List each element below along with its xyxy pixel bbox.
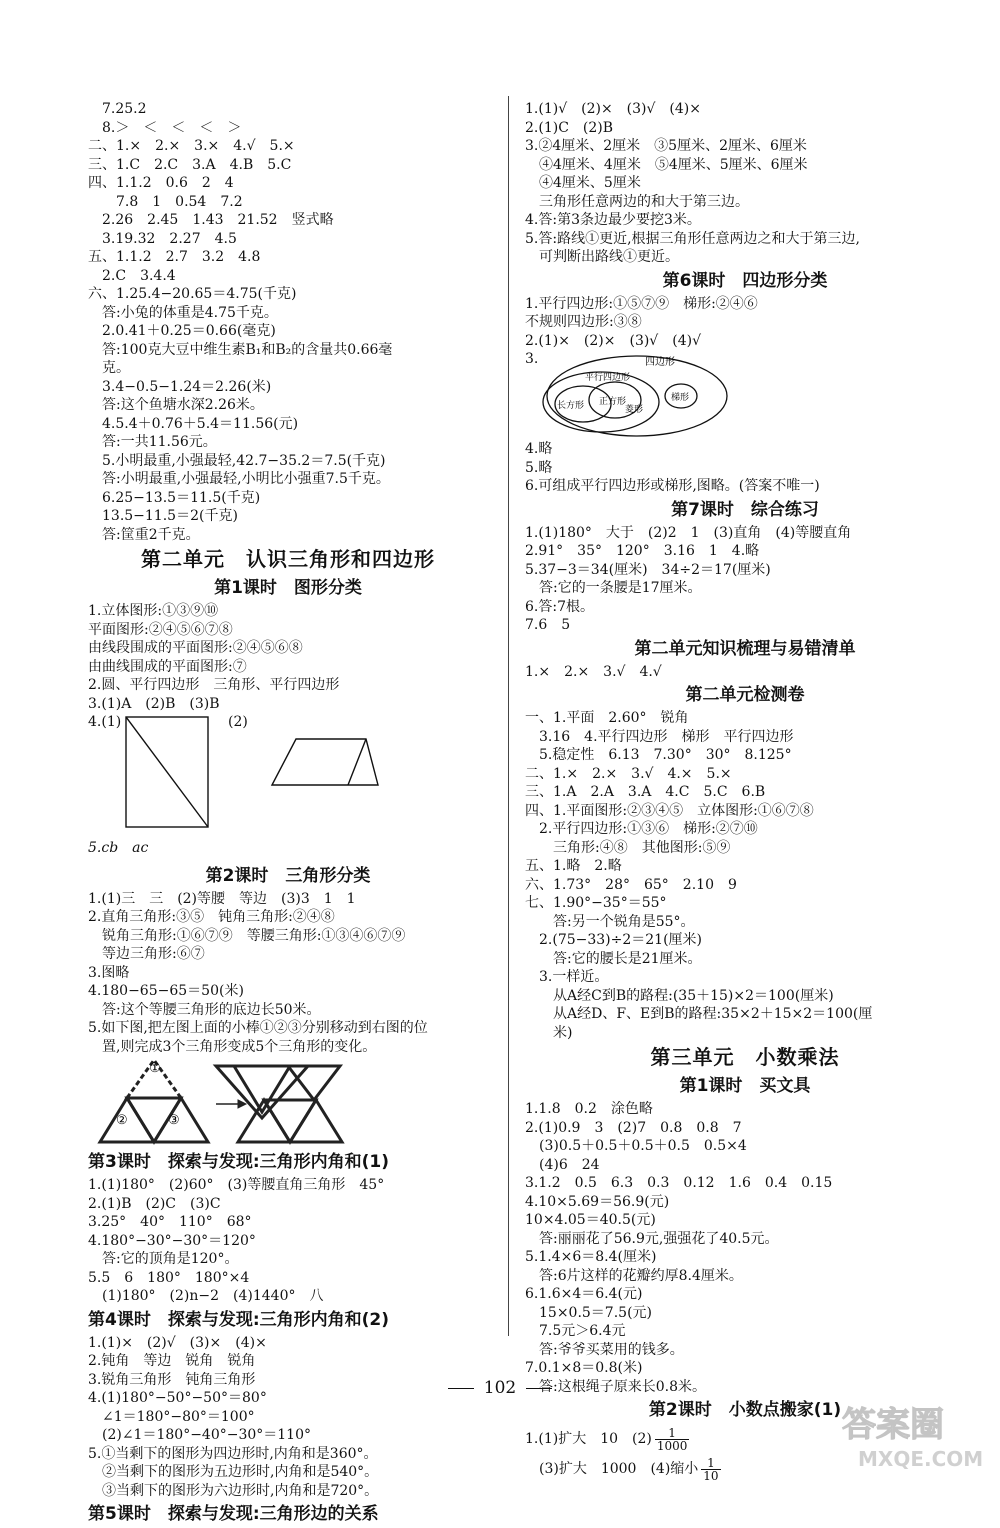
q4-label: 4.(1): [88, 714, 122, 730]
answer-line: 3.1.2 0.5 6.3 0.3 0.12 1.6 0.4 0.15: [525, 1175, 833, 1191]
answer-line: 2.0.41＋0.25＝0.66(毫克): [102, 323, 276, 339]
unit2-test-answers: [525, 709, 965, 1042]
stick-label-1: ①: [149, 1061, 161, 1076]
lesson1-answers: [88, 602, 488, 713]
answer-line: 五、1.1.2 2.7 3.2 4.8: [88, 249, 261, 265]
unit1-answers-continued: [88, 100, 488, 544]
venn-label-square: 正方形: [599, 397, 627, 407]
answer-line: 2.26 2.45 1.43 21.52 竖式略: [102, 212, 334, 228]
answer-line: 答:一共11.56元。: [102, 434, 217, 450]
square-with-diagonal: [126, 717, 208, 827]
lesson7-title: 第7课时 综合练习: [671, 499, 819, 520]
answer-line: 7.8 1 0.54 7.2: [116, 193, 243, 210]
answer-line: 3.16 4.平行四边形 梯形 平行四边形: [539, 728, 794, 745]
answer-line: 从A经D、F、E到B的路程:35×2＋15×2＝100(厘: [553, 1006, 873, 1022]
answer-line: 答:小兔的体重是4.75千克。: [102, 304, 278, 321]
answer-line: 二、1.× 2.× 3.× 4.√ 5.×: [88, 138, 295, 154]
lesson6-answers-2: [525, 440, 965, 496]
answer-line: 答:这个鱼塘水深2.26米。: [102, 397, 264, 413]
page-dash-left: [448, 1388, 474, 1389]
venn-label-trapezoid: 梯形: [671, 393, 690, 403]
q4-figure: [88, 713, 488, 839]
answer-line: 7.0.1×8＝0.8(米): [525, 1360, 643, 1376]
answer-line: ③当剩下的图形为六边形时,内角和是720°。: [102, 1482, 379, 1499]
lesson4-answers: [88, 1334, 488, 1501]
answer-line: 5.1.4×6＝8.4(厘米): [525, 1249, 657, 1265]
answer-line: 4.答:第3条边最少要挖3米。: [525, 212, 701, 228]
answer-line: (1)180° (2)n−2 (4)1440° 八: [102, 1288, 324, 1304]
answer-line: 5.答:路线①更近,根据三角形任意两边之和大于第三边,: [525, 230, 860, 247]
answer-line: 5.37−3＝34(厘米) 34÷2＝17(厘米): [525, 561, 771, 578]
answer-line: 1.× 2.× 3.√ 4.√: [525, 663, 662, 680]
answer-line: 可判断出路线①更近。: [539, 249, 679, 265]
answer-line: 7.25.2: [102, 101, 147, 117]
answer-line: 答:它的腰长是21厘米。: [553, 950, 702, 967]
answer-line: ②当剩下的图形为五边形时,内角和是540°。: [102, 1464, 379, 1480]
answer-line: 答:6片这样的花瓣约厚8.4厘米。: [539, 1267, 743, 1284]
answer-line: 1.(1)√ (2)× (3)√ (4)×: [525, 101, 701, 117]
answer-line: 3.25° 40° 110° 68°: [88, 1214, 252, 1230]
trapezoid-split: [272, 739, 378, 785]
unit2-title: 第二单元 认识三角形和四边形: [141, 547, 435, 571]
answer-line: 答:丽丽花了56.9元,强强花了40.5元。: [539, 1230, 779, 1247]
answer-line: 六、1.25.4−20.65＝4.75(千克): [88, 286, 297, 302]
answer-line: 5.5 6 180° 180°×4: [88, 1269, 250, 1286]
answer-line: 平面图形:②④⑤⑥⑦⑧: [88, 621, 233, 638]
answer-line: (3)0.5＋0.5＋0.5＋0.5 0.5×4: [539, 1138, 747, 1154]
unit2-test-title: 第二单元检测卷: [685, 685, 805, 705]
answer-line: 2.(1)B (2)C (3)C: [88, 1195, 221, 1212]
answer-line: 从A经C到B的路程:(35＋15)×2＝100(厘米): [553, 987, 834, 1004]
stick-label-3: ③: [168, 1113, 180, 1128]
watermark-logo: [838, 1392, 988, 1472]
answer-line: 4.10×5.69＝56.9(元): [525, 1193, 670, 1210]
answer-line: 6.25−13.5＝11.5(千克): [102, 489, 261, 506]
lesson7-answers: [525, 524, 965, 635]
answer-line: 1.(1)180° 大于 (2)2 1 (3)直角 (4)等腰直角: [525, 524, 852, 541]
fraction-numerator: 1: [655, 1427, 690, 1440]
unit3-lesson1-title: 第1课时 买文具: [679, 1076, 811, 1096]
answer-line: 4.略: [525, 441, 553, 457]
answer-line: 答:爷爷买菜用的钱多。: [539, 1341, 684, 1358]
answer-line: 答:筐重2千克。: [102, 526, 200, 543]
answer-line: 五、1.略 2.略: [525, 858, 622, 874]
watermark-text-bottom: MXQE.COM: [858, 1447, 984, 1471]
unit3-title: 第三单元 小数乘法: [650, 1045, 840, 1069]
lesson4-title: 第4课时 探索与发现:三角形内角和(2): [88, 1309, 389, 1330]
answer-line: 1.(1)× (2)√ (3)× (4)×: [88, 1334, 267, 1351]
answer-line: 3.19.32 2.27 4.5: [102, 230, 237, 247]
venn-label-parallelogram: 平行四边形: [585, 373, 631, 383]
answer-line: 13.5−11.5＝2(千克): [102, 508, 238, 524]
answer-line: 3.4−0.5−1.24＝2.26(米): [102, 378, 272, 395]
answer-line: 不规则四边形:③⑧: [525, 314, 642, 330]
answer-line: 2.(1)× (2)× (3)√ (4)√: [525, 332, 701, 349]
answer-line: 2.C 3.4.4: [102, 267, 176, 284]
answer-line: 2.(75−33)÷2＝21(厘米): [539, 932, 703, 948]
quadrilateral-venn: [525, 350, 965, 440]
answer-line: 6.答:7根。: [525, 598, 594, 615]
right-column: [525, 100, 965, 1484]
answer-line: 答:这根绳子原来长0.8米。: [539, 1378, 706, 1395]
triangle-sticks-figure: [88, 1056, 488, 1148]
fraction-1-10: [701, 1457, 720, 1482]
answer-line: 由曲线围成的平面图形:⑦: [88, 658, 247, 675]
answer-line: 七、1.90°−35°＝55°: [525, 895, 667, 911]
fraction-1-1000: [655, 1427, 690, 1452]
answer-line: 7.6 5: [525, 617, 571, 633]
answer-line: 答:小明最重,小强最轻,小明比小强重7.5千克。: [102, 471, 390, 487]
lesson5-answers: [525, 100, 965, 267]
answer-line: 2.钝角 等边 锐角 锐角: [88, 1353, 256, 1369]
venn-label-rectangle: 长方形: [557, 401, 585, 411]
answer-line: 2.(1)C (2)B: [525, 119, 614, 136]
lesson3-title: 第3课时 探索与发现:三角形内角和(1): [88, 1152, 389, 1172]
answer-line: 答:这个等腰三角形的底边长50米。: [102, 1001, 321, 1018]
answer-line: 四、1.平面图形:②③④⑤ 立体图形:①⑥⑦⑧: [525, 802, 814, 819]
venn-diagram: [525, 350, 965, 440]
answer-line: 7.5元＞6.4元: [539, 1323, 626, 1339]
answer-line: 2.平行四边形:①③⑥ 梯形:②⑦⑩: [539, 821, 758, 837]
u3l2-q1-text: 1.(1)扩大 10 (2): [525, 1431, 652, 1447]
venn-label-quad: 四边形: [645, 357, 675, 368]
answer-line: 锐角三角形:①⑥⑦⑨ 等腰三角形:①③④⑥⑦⑨: [102, 927, 406, 944]
answer-line: 5.稳定性 6.13 7.30° 30° 8.125°: [539, 747, 792, 763]
lesson2-answers: [88, 890, 488, 1057]
answer-line: 4.5.4＋0.76＋5.4＝11.56(元): [102, 415, 299, 432]
answer-line: 3.(1)A (2)B (3)B: [88, 695, 220, 712]
answer-line: ④4厘米、5厘米: [539, 175, 641, 191]
left-column: [88, 100, 488, 1528]
unit2-review-title: 第二单元知识梳理与易错清单: [634, 638, 856, 659]
answer-line: 2.直角三角形:③⑤ 钝角三角形:②④⑧: [88, 909, 335, 925]
answer-line: 答:它的一条腰是17厘米。: [539, 580, 702, 596]
lesson6-answers: [525, 295, 965, 351]
unit3-lesson2-title: 第2课时 小数点搬家(1): [648, 1400, 842, 1420]
q3-label: 3.: [525, 351, 539, 367]
answer-line: 1.(1)180° (2)60° (3)等腰直角三角形 45°: [88, 1177, 385, 1193]
answer-line: 1.平行四边形:①⑤⑦⑨ 梯形:②④⑥: [525, 295, 758, 312]
answer-line: (2)∠1＝180°−40°−30°＝110°: [102, 1427, 312, 1443]
answer-line: 克。: [102, 360, 130, 376]
fraction-denominator: 1000: [656, 1438, 688, 1453]
answer-line: 答:它的顶角是120°。: [102, 1251, 239, 1267]
answer-line: 5.小明最重,小强最轻,42.7−35.2＝7.5(千克): [102, 452, 386, 469]
answer-line: 4.180°−30°−30°＝120°: [88, 1232, 256, 1249]
page-number-text: 102: [483, 1378, 517, 1398]
answer-line: 1.(1)三 三 (2)等腰 等边 (3)3 1 1: [88, 890, 356, 907]
answer-line: 3.②4厘米、2厘米 ③5厘米、2厘米、6厘米: [525, 138, 807, 154]
watermark-text-top: 答案圈: [842, 1405, 944, 1445]
answer-line: 一、1.平面 2.60° 锐角: [525, 710, 689, 726]
answer-line: 5.如下图,把左图上面的小棒①②③分别移动到右图的位: [88, 1020, 428, 1036]
answer-line: 2.(1)0.9 3 (2)7 0.8 0.8 7: [525, 1119, 742, 1136]
lesson3-answers: [88, 1176, 488, 1306]
answer-line: 3.图略: [88, 964, 130, 981]
unit2-review-answers: [525, 663, 965, 682]
answer-line: 6.可组成平行四边形或梯形,图略。(答案不唯一): [525, 478, 820, 494]
answer-line: 由线段围成的平面图形:②④⑤⑥⑧: [88, 640, 303, 656]
answer-line: 1.1.8 0.2 涂色略: [525, 1101, 653, 1117]
answer-line: 答:另一个锐角是55°。: [553, 913, 695, 930]
answer-line: 等边三角形:⑥⑦: [102, 946, 205, 962]
answer-line: 2.圆、平行四边形 三角形、平行四边形: [88, 677, 340, 693]
lesson2-title: 第2课时 三角形分类: [205, 865, 371, 886]
q4-shapes: [88, 713, 488, 839]
answer-line: 2.91° 35° 120° 3.16 1 4.略: [525, 543, 760, 559]
answer-line: 六、1.73° 28° 65° 2.10 9: [525, 876, 737, 893]
answer-line: 10×4.05＝40.5(元): [525, 1212, 656, 1228]
lesson6-title: 第6课时 四边形分类: [662, 270, 828, 291]
page-dash-right: [526, 1388, 552, 1389]
answer-line: 答:100克大豆中维生素B₁和B₂的含量共0.66毫: [102, 341, 393, 358]
column-divider: [508, 96, 509, 1336]
answer-line: (4)6 24: [539, 1156, 600, 1173]
answer-line: 三、1.C 2.C 3.A 4.B 5.C: [88, 156, 292, 173]
u3l2-q1-text-2: (3)扩大 1000 (4)缩小: [539, 1461, 699, 1477]
answer-line: 5.①当剩下的图形为四边形时,内角和是360°。: [88, 1445, 378, 1462]
answer-line: 8.＞ ＜ ＜ ＜ ＞: [102, 119, 242, 136]
q4-label-2: (2): [228, 714, 248, 730]
stick-label-2: ②: [116, 1113, 128, 1128]
answer-line: 三、1.A 2.A 3.A 4.C 5.C 6.B: [525, 784, 766, 800]
answer-line: 米): [553, 1024, 573, 1041]
answer-line: 四、1.1.2 0.6 2 4: [88, 175, 234, 191]
fraction-numerator: 1: [701, 1457, 720, 1470]
answer-line: ④4厘米、4厘米 ⑤4厘米、5厘米、6厘米: [539, 156, 808, 173]
answer-line: 6.1.6×4＝6.4(元): [525, 1286, 643, 1302]
answer-line: 1.立体图形:①③⑨⑩: [88, 603, 219, 619]
unit3-lesson1-answers: [525, 1100, 965, 1396]
answer-line: 置,则完成3个三角形变成5个三角形的变化。: [102, 1038, 377, 1055]
stick-triangles: [88, 1056, 488, 1148]
answer-line: 4.180−65−65＝50(米): [88, 983, 244, 999]
answer-line: 三角形:④⑧ 其他图形:⑤⑨: [553, 839, 731, 856]
answer-line: 3.一样近。: [539, 969, 609, 985]
answer-line: ∠1＝180°−80°＝100°: [102, 1408, 255, 1425]
q5-answer: 5.cb ac: [88, 840, 149, 856]
answer-line: 三角形任意两边的和大于第三边。: [539, 193, 749, 210]
lesson1-title: 第1课时 图形分类: [214, 578, 362, 598]
answer-line: 3.锐角三角形 钝角三角形: [88, 1371, 256, 1388]
lesson5-title: 第5课时 探索与发现:三角形边的关系: [88, 1504, 379, 1524]
answer-line: 15×0.5＝7.5(元): [539, 1304, 652, 1321]
answer-line: 4.(1)180°−50°−50°＝80°: [88, 1390, 267, 1406]
fraction-denominator: 10: [703, 1468, 719, 1483]
answer-line: 二、1.× 2.× 3.√ 4.× 5.×: [525, 765, 732, 782]
venn-label-rhombus: 菱形: [625, 405, 644, 415]
answer-line: 5.略: [525, 459, 553, 476]
